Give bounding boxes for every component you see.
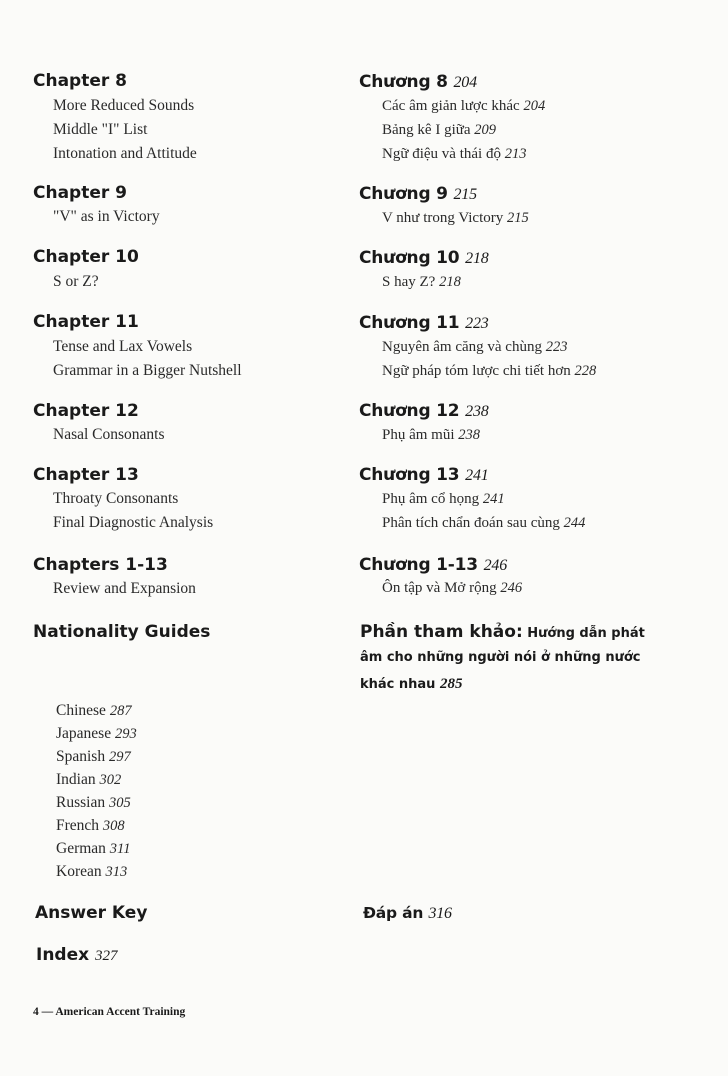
- toc-item: Ôn tập và Mở rộng 246: [382, 580, 523, 596]
- toc-item: Các âm giản lược khác 204: [382, 98, 546, 114]
- toc-item: Final Diagnostic Analysis: [53, 514, 214, 531]
- toc-item: Bảng kê I giữa 209: [382, 122, 497, 138]
- chuong-8-heading: Chương 8 204: [359, 72, 477, 92]
- chuong-1-13-heading: Chương 1-13 246: [359, 555, 508, 575]
- toc-item: "V" as in Victory: [53, 208, 160, 225]
- nationality-guides-heading: Nationality Guides: [33, 622, 211, 642]
- reference-line: khác nhau 285: [360, 676, 463, 692]
- toc-item: Ngữ điệu và thái độ 213: [382, 146, 527, 162]
- toc-item: Phụ âm cổ họng 241: [382, 491, 505, 507]
- toc-item: Grammar in a Bigger Nutshell: [53, 362, 242, 379]
- reference-heading: Phần tham khảo: Hướng dẫn phát: [360, 622, 645, 642]
- chuong-10-heading: Chương 10 218: [359, 248, 489, 268]
- answer-key-heading: Answer Key: [35, 903, 148, 923]
- chuong-13-heading: Chương 13 241: [359, 465, 489, 485]
- chapter-9-heading: Chapter 9: [33, 183, 128, 203]
- toc-item: Throaty Consonants: [53, 490, 179, 507]
- toc-item: S hay Z? 218: [382, 274, 461, 290]
- toc-item: Tense and Lax Vowels: [53, 338, 193, 355]
- toc-item: Intonation and Attitude: [53, 145, 197, 162]
- nationality-item: Russian 305: [56, 794, 131, 811]
- toc-item: Nguyên âm căng và chùng 223: [382, 339, 568, 355]
- toc-item: More Reduced Sounds: [53, 97, 195, 114]
- toc-item: Middle "I" List: [53, 121, 148, 138]
- toc-item: Phân tích chẩn đoán sau cùng 244: [382, 515, 586, 531]
- nationality-item: German 311: [56, 840, 131, 857]
- toc-item: V như trong Victory 215: [382, 210, 529, 226]
- chuong-11-heading: Chương 11 223: [359, 313, 489, 333]
- chuong-9-heading: Chương 9 215: [359, 184, 477, 204]
- toc-item: S or Z?: [53, 273, 99, 290]
- chapter-13-heading: Chapter 13: [33, 465, 139, 485]
- nationality-item: Chinese 287: [56, 702, 132, 719]
- toc-item: Nasal Consonants: [53, 426, 165, 443]
- nationality-item: Spanish 297: [56, 748, 131, 765]
- dap-an-heading: Đáp án 316: [363, 904, 452, 922]
- reference-line: âm cho những người nói ở những nước: [360, 650, 641, 665]
- chapters-1-13-heading: Chapters 1-13: [33, 555, 168, 575]
- nationality-item: Japanese 293: [56, 725, 137, 742]
- toc-item: Review and Expansion: [53, 580, 196, 597]
- chapter-8-heading: Chapter 8: [33, 71, 128, 91]
- index-heading: Index 327: [36, 945, 118, 965]
- chapter-11-heading: Chapter 11: [33, 312, 139, 332]
- toc-item: Ngữ pháp tóm lược chi tiết hơn 228: [382, 363, 597, 379]
- chuong-12-heading: Chương 12 238: [359, 401, 489, 421]
- nationality-item: Korean 313: [56, 863, 128, 880]
- chapter-12-heading: Chapter 12: [33, 401, 139, 421]
- page-footer: 4 — American Accent Training: [33, 1006, 186, 1018]
- nationality-item: Indian 302: [56, 771, 122, 788]
- chapter-10-heading: Chapter 10: [33, 247, 139, 267]
- toc-item: Phụ âm mũi 238: [382, 427, 481, 443]
- nationality-item: French 308: [56, 817, 125, 834]
